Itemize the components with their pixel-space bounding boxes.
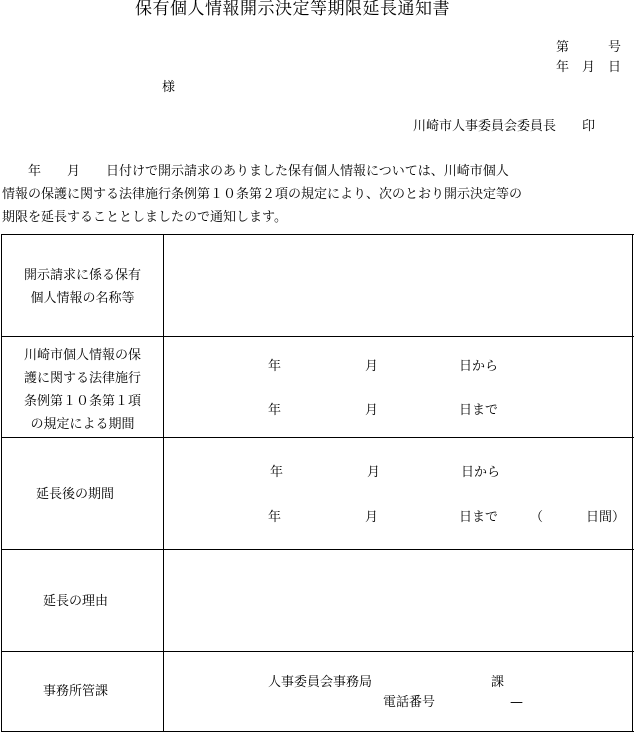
extended-to-month: 月 [365, 510, 379, 525]
table-row-divider [1, 549, 634, 550]
original-to-year: 年 [268, 403, 282, 418]
office-name: 人事委員会事務局 [268, 675, 373, 690]
table-row-divider [1, 651, 634, 652]
extended-to-year: 年 [268, 510, 282, 525]
original-from-day: 日から [459, 359, 499, 374]
table-column-divider [163, 234, 164, 732]
table-border-right [632, 234, 633, 732]
original-from-month: 月 [365, 359, 379, 374]
issuer: 川崎市人事委員会委員長 印 [413, 119, 596, 134]
table-row-divider [1, 336, 634, 337]
original-to-month: 月 [365, 403, 379, 418]
days-paren-open: （ [530, 510, 544, 525]
original-to-day: 日まで [459, 403, 499, 418]
table-row-divider [1, 437, 634, 438]
document-number: 第 号 [556, 40, 622, 55]
extended-from-day: 日から [461, 465, 501, 480]
days-count-label: 日間） [586, 510, 626, 525]
document-date: 年 月 日 [556, 60, 622, 75]
extended-from-year: 年 [270, 465, 284, 480]
addressee-suffix: 様 [162, 80, 176, 95]
phone-label: 電話番号 [383, 695, 436, 710]
row-label-office: 事務所管課 [43, 684, 109, 699]
row-label-original-period: 川崎市個人情報の保 護に関する法律施行 条例第１０条第１項 の規定による期間 [23, 348, 141, 432]
row-label-extended-period: 延長後の期間 [36, 487, 115, 502]
body-line: 期限を延長することとしましたので通知します。 [2, 210, 287, 225]
table-border-top [1, 234, 634, 235]
body-line: 年 月 日付けで開示請求のありました保有個人情報については、川崎市個人 [2, 164, 509, 179]
office-section: 課 [491, 675, 505, 690]
body-line: 情報の保護に関する法律施行条例第１０条第２項の規定により、次のとおり開示決定等の [2, 187, 523, 202]
phone-dash: — [510, 695, 523, 710]
document-title: 保有個人情報開示決定等期限延長通知書 [135, 0, 450, 19]
body-paragraph [2, 160, 634, 229]
row-label-reason: 延長の理由 [43, 594, 109, 609]
extended-to-day: 日まで [459, 510, 499, 525]
extended-from-month: 月 [367, 465, 381, 480]
original-from-year: 年 [268, 359, 282, 374]
row-label-requested-info: 開示請求に係る保有 個人情報の名称等 [23, 268, 141, 306]
